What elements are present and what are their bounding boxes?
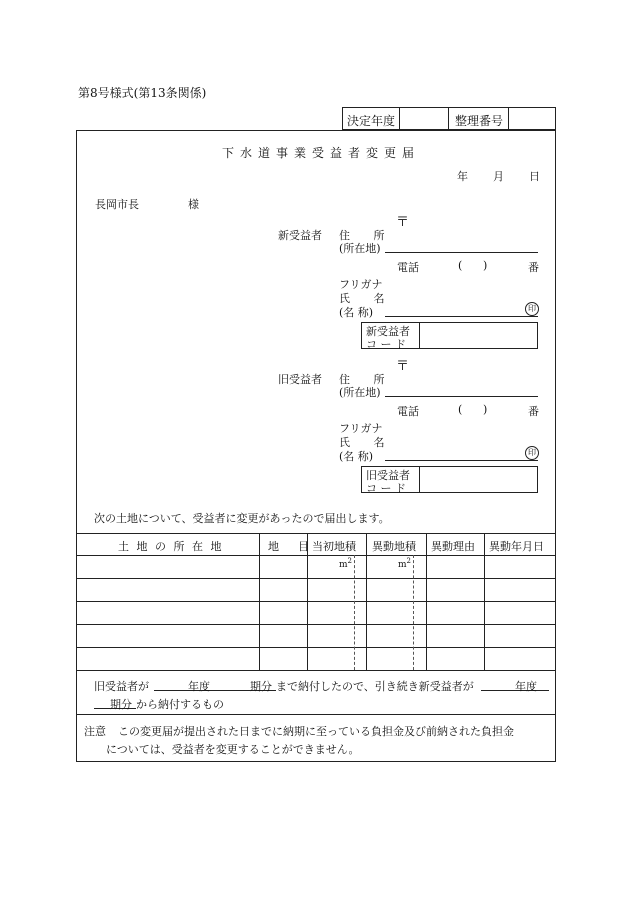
col-header-location: 土 地 の 所 在 地 <box>118 540 224 553</box>
new-phone-label: 電話 <box>397 261 419 274</box>
new-seal-icon: 印 <box>525 302 539 316</box>
note-line2: については、受益者を変更することができません。 <box>106 743 360 756</box>
new-name-sub: (名 称) <box>339 306 374 319</box>
old-phone-suffix: 番 <box>528 405 539 418</box>
payment-period-word-1: 期分 <box>250 680 272 693</box>
payment-part3: から納付するもの <box>136 698 224 711</box>
old-phone-label: 電話 <box>397 405 419 418</box>
new-beneficiary-label: 新受益者 <box>278 229 322 242</box>
new-postal-mark: 〒 <box>396 215 410 230</box>
new-name-label: 氏 名 <box>339 292 395 305</box>
date-month-label: 月 <box>493 170 504 183</box>
form-title: 下水道事業受益者変更届 <box>222 146 421 160</box>
payment-part1: 旧受益者が <box>94 680 149 693</box>
col-header-changed-area: 異動地積 <box>372 540 416 553</box>
addressee-name: 長岡市長 <box>95 198 139 211</box>
col-header-land-category: 地 目 <box>268 540 313 553</box>
payment-year-word-1: 年度 <box>188 680 210 693</box>
new-furigana-label: フリガナ <box>339 278 383 291</box>
old-seal-icon: 印 <box>525 446 539 460</box>
old-address-sub: (所在地) <box>339 386 381 399</box>
statement: 次の土地について、受益者に変更があったので届出します。 <box>94 512 390 525</box>
payment-year-word-2: 年度 <box>515 680 537 693</box>
old-beneficiary-label: 旧受益者 <box>278 373 322 386</box>
old-furigana-label: フリガナ <box>339 422 383 435</box>
form-label: 第8号様式(第13条関係) <box>78 86 207 100</box>
new-code-label-2: コ ー ド <box>366 338 406 351</box>
old-name-label: 氏 名 <box>339 436 395 449</box>
col-header-reason: 異動理由 <box>431 540 475 553</box>
new-phone-paren-open: ( <box>458 259 463 272</box>
old-postal-mark: 〒 <box>396 359 410 374</box>
new-phone-suffix: 番 <box>528 261 539 274</box>
old-phone-paren-close: ) <box>483 403 488 416</box>
payment-part2: まで納付したので、引き続き新受益者が <box>276 680 474 693</box>
unit-original-area: $m^2$ <box>339 557 353 570</box>
old-code-label-2: コ ー ド <box>366 482 406 495</box>
new-code-label-1: 新受益者 <box>366 325 410 338</box>
ref-no-label: 整理番号 <box>455 114 504 128</box>
note-line1: この変更届が提出された日までに納期に至っている負担金及び前納された負担金 <box>118 725 514 738</box>
addressee-honorific: 様 <box>188 198 199 211</box>
decision-year-label: 決定年度 <box>347 114 396 128</box>
old-address-label: 住 所 <box>339 373 395 386</box>
new-phone-paren-close: ) <box>483 259 488 272</box>
date-day-label: 日 <box>529 170 540 183</box>
date-year-label: 年 <box>457 170 468 183</box>
old-code-label-1: 旧受益者 <box>366 469 410 482</box>
note-prefix: 注意 <box>84 725 106 738</box>
col-header-change-date: 異動年月日 <box>489 540 544 553</box>
new-address-sub: (所在地) <box>339 242 381 255</box>
col-header-original-area: 当初地積 <box>312 540 356 553</box>
old-phone-paren-open: ( <box>458 403 463 416</box>
old-name-sub: (名 称) <box>339 450 374 463</box>
unit-changed-area: $m^2$ <box>398 557 412 570</box>
new-address-label: 住 所 <box>339 229 395 242</box>
payment-period-word-2: 期分 <box>110 698 132 711</box>
